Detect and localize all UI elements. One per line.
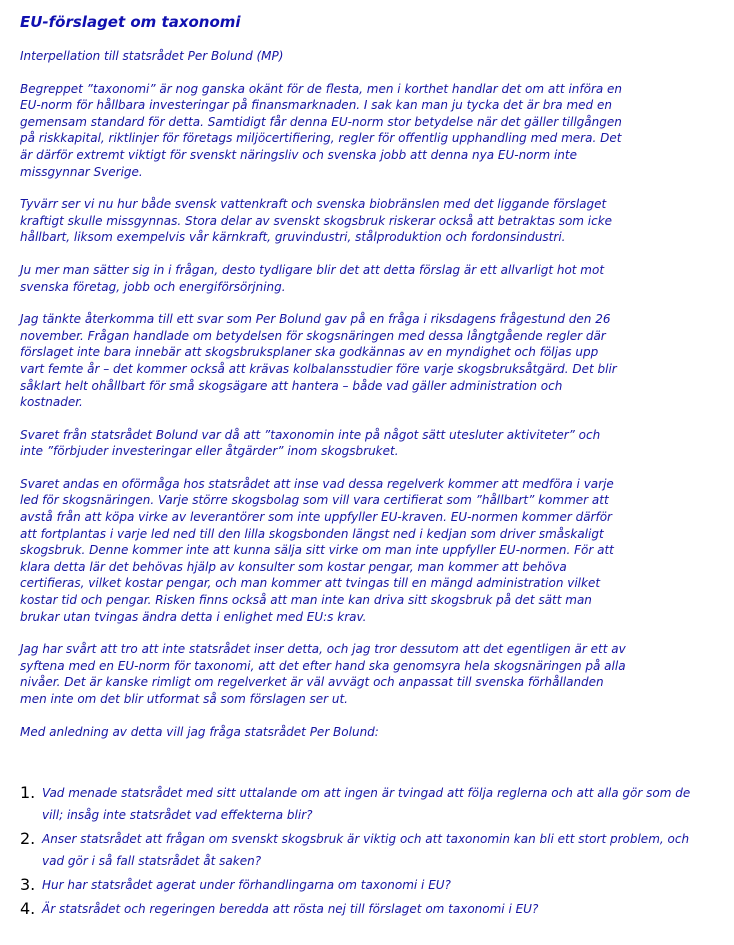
question-number: 4. [20, 899, 36, 919]
page-title: EU-förslaget om taxonomi [20, 13, 241, 31]
paragraph-5: Svaret från statsrådet Bolund var då att ”taxonomin inte på något sätt utesluter aktiviteter” och inte ”förbjuder investeringar eller åtgärder” inom skogsbruket. [20, 427, 601, 459]
paragraph-4: Jag tänkte återkomma till ett svar som Per Bolund gav på en fråga i riksdagens frågestund den 26 november. Frågan handlade om betydelsen för skogsnäringen med dessa långtgående regler där förslaget inte bara innebär att skogsbruksplaner ska godkännas av en myndighet och följas upp vart femte år – det kommer också att krävas kolbalansstudier före varje skogsbruksåtgärd. Det blir såklart helt ohållbart för små skogsägare att hantera – både vad gäller administration och kostnader. [20, 312, 617, 410]
question-item [20, 828, 714, 872]
question-text: Hur har statsrådet agerat under förhandlingarna om taxonomi i EU? [42, 878, 451, 893]
paragraph-6: Svaret andas en oförmåga hos statsrådet att inse vad dessa regelverk kommer att medföra i varje led för skogsnäringen. Varje större skogsbolag som vill vara certifierat som ”hållbart” kommer att avstå från att köpa virke av leverantörer som inte uppfyller EU-kraven. EU-normen kommer därför att fortplantas i varje led ned till den lilla skogsbonden längst ned i kedjan som driver småskaligt skogsbruk. Denne kommer inte att kunna sälja sitt virke om man inte uppfyller EU-normen. För att klara detta lär det behövas hjälp av konsulter som kostar pengar, man kommer att behöva certifieras, vilket kostar pengar, och man kommer att tvingas till en mängd administration vilket kostar tid och pengar. Risken finns också att man inte kan driva sitt skogsbruk på det sätt man brukar utan tvingas ändra detta i enlighet med EU:s krav. [20, 476, 614, 624]
question-text: Är statsrådet och regeringen beredda att rösta nej till förslaget om taxonomi i EU? [42, 902, 539, 917]
question-number: 3. [20, 875, 36, 895]
question-number: 1. [20, 783, 36, 803]
question-list [20, 782, 714, 920]
paragraph-2: Tyvärr ser vi nu hur både svensk vattenkraft och svenska biobränslen med det liggande förslaget kraftigt skulle missgynnas. Stora delar av svenskt skogsbruk riskerar också att betraktas som icke hållbart, liksom exempelvis vår kärnkraft, gruvindustri, stålproduktion och fordonsindustri. [20, 197, 613, 245]
question-text: Vad menade statsrådet med sitt uttalande om att ingen är tvingad att följa reglerna och att alla gör som de vill; insåg inte statsrådet vad effekterna blir? [42, 786, 691, 823]
paragraph-7: Jag har svårt att tro att inte statsrådet inser detta, och jag tror dessutom att det egentligen är ett av syftena med en EU-norm för taxonomi, att det efter hand ska genomsyra hela skogsnäringen på alla nivåer. Det är kanske rimligt om regelverket är väl avvägt och anpassat till svenska förhållanden men inte om det blir utformat så som förslagen ser ut. [20, 642, 626, 706]
question-text: Anser statsrådet att frågan om svenskt skogsbruk är viktig och att taxonomin kan bli ett stort problem, och vad gör i så fall statsrådet åt saken? [42, 832, 690, 869]
paragraph-3: Ju mer man sätter sig in i frågan, desto tydligare blir det att detta förslag är ett allvarligt hot mot svenska företag, jobb och energiförsörjning. [20, 262, 605, 294]
question-item [20, 898, 714, 920]
paragraph-1: Begreppet ”taxonomi” är nog ganska okänt för de flesta, men i korthet handlar det om att införa en EU-norm för hållbara investeringar på finansmarknaden. I sak kan man ju tycka det är bra med en gemensam standard för detta. Samtidigt får denna EU-norm stor betydelse när det gäller tillgången på riskkapital, riktlinjer för företags miljöcertifiering, regler för offentlig upphandling med mera. Det är därför extremt viktigt för svenskt näringsliv och svenska jobb att denna nya EU-norm inte missgynnar Sverige. [20, 81, 623, 179]
lead-text: Med anledning av detta vill jag fråga statsrådet Per Bolund: [20, 724, 379, 739]
question-number: 2. [20, 829, 36, 849]
question-item [20, 782, 714, 826]
subtitle: Interpellation till statsrådet Per Bolund (MP) [20, 49, 284, 63]
question-item [20, 874, 714, 896]
